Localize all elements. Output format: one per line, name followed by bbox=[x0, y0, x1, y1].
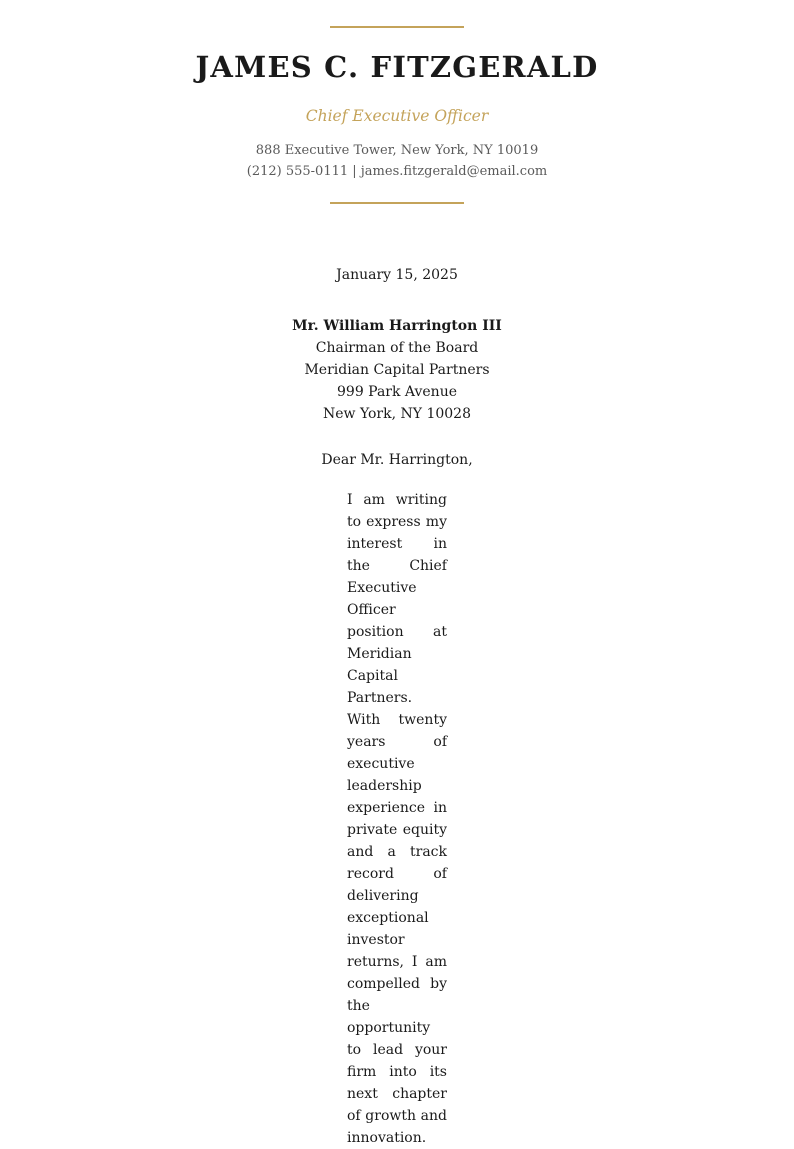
applicant-name: JAMES C. FITZGERALD bbox=[195, 50, 599, 84]
applicant-phone-email: (212) 555-0111 | james.fitzgerald@email.com bbox=[246, 164, 548, 179]
letter-date: January 15, 2025 bbox=[336, 267, 458, 283]
recipient-name: Mr. William Harrington III bbox=[292, 318, 502, 334]
top-gold-divider bbox=[330, 26, 464, 28]
recipient-title: Chairman of the Board bbox=[315, 340, 479, 356]
body-paragraph: I am writing to express my interest in the Chief Executive Officer position at Meridian Capital Partners. With twenty years of executive leadership experience in private equity and a track record of delivering exceptional investor returns, I am compelled by the opportunity to lead your firm into its next chapter of growth and innovation. bbox=[347, 492, 447, 1146]
recipient-street: 999 Park Avenue bbox=[337, 384, 457, 400]
salutation: Dear Mr. Harrington, bbox=[321, 452, 473, 468]
applicant-title: Chief Executive Officer bbox=[305, 107, 489, 125]
bottom-gold-divider bbox=[330, 202, 464, 204]
applicant-address: 888 Executive Tower, New York, NY 10019 bbox=[255, 143, 539, 158]
recipient-block bbox=[0, 315, 794, 425]
recipient-city: New York, NY 10028 bbox=[323, 406, 471, 422]
recipient-company: Meridian Capital Partners bbox=[304, 362, 490, 378]
